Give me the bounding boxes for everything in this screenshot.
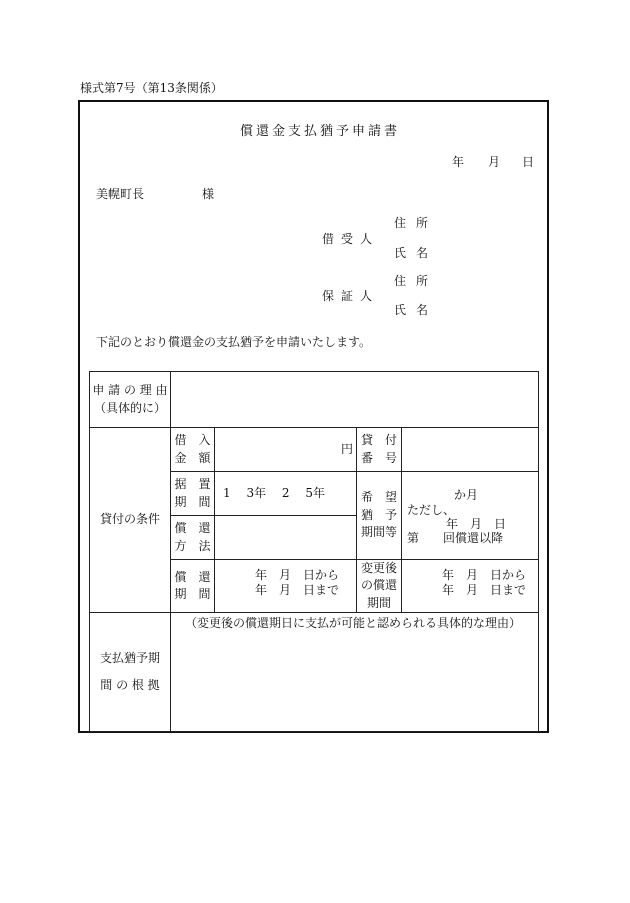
date-month-label: 月 bbox=[488, 155, 501, 169]
loan-number-label-cell bbox=[357, 428, 402, 472]
loan-number-value-cell[interactable] bbox=[402, 428, 539, 472]
desired-date: 年 月 日 bbox=[446, 517, 507, 531]
repayment-method-label-cell bbox=[171, 516, 215, 560]
loan-number-label-line1: 貸 付 bbox=[360, 433, 397, 448]
repayment-period-from: 年 月 日から bbox=[255, 568, 340, 582]
date-year-label: 年 bbox=[452, 155, 465, 169]
desired-proviso: ただし、 bbox=[407, 503, 456, 517]
loan-amount-unit: 円 bbox=[340, 442, 353, 456]
repayment-period-value-cell[interactable] bbox=[215, 560, 357, 613]
reason-value-cell[interactable] bbox=[171, 372, 539, 428]
deferment-value: 1 3年 2 5年 bbox=[223, 486, 325, 500]
application-table bbox=[89, 371, 539, 732]
body-text: 下記のとおり償還金の支払猶予を申請いたします。 bbox=[96, 335, 372, 349]
changed-period-to: 年 月 日まで bbox=[442, 583, 527, 597]
reason-label-cell bbox=[90, 372, 171, 428]
repayment-method-value-cell[interactable] bbox=[215, 516, 357, 560]
repayment-period-label-line1: 償 還 bbox=[174, 569, 211, 584]
desired-value-cell[interactable] bbox=[402, 472, 539, 560]
basis-label-cell bbox=[90, 613, 171, 732]
basis-label-line2: 間 の 根 拠 bbox=[100, 678, 160, 693]
date-day-label: 日 bbox=[522, 155, 535, 169]
borrower-name-label: 氏名 bbox=[394, 246, 439, 260]
form-title: 償還金支払猶予申請書 bbox=[240, 124, 401, 139]
changed-period-label-line3: 期間 bbox=[366, 595, 391, 610]
loan-amount-label-line1: 借 入 bbox=[174, 433, 211, 448]
basis-label-line1: 支払猶予期 bbox=[99, 650, 160, 665]
reason-label-line1: 申 請 の 理 由 bbox=[92, 383, 168, 398]
loan-amount-value-cell[interactable] bbox=[215, 428, 357, 472]
repayment-method-label-line2: 方 法 bbox=[174, 538, 211, 553]
changed-period-from: 年 月 日から bbox=[442, 568, 527, 582]
repayment-period-to: 年 月 日まで bbox=[255, 583, 340, 597]
desired-label-cell bbox=[357, 472, 402, 560]
basis-value-cell[interactable] bbox=[171, 613, 539, 732]
desired-label-line3: 期間等 bbox=[360, 525, 397, 540]
deferment-label-line1: 据 置 bbox=[174, 477, 211, 492]
deferment-value-cell[interactable] bbox=[215, 472, 357, 516]
guarantor-address-label: 住所 bbox=[394, 274, 439, 288]
guarantor-name-label: 氏名 bbox=[394, 303, 439, 317]
changed-period-value-cell[interactable] bbox=[402, 560, 539, 613]
repayment-method-label-line1: 償 還 bbox=[174, 521, 211, 536]
loan-number-label-line2: 番 号 bbox=[360, 450, 397, 465]
loan-amount-label-line2: 金 額 bbox=[174, 450, 211, 465]
repayment-period-label-cell bbox=[171, 560, 215, 613]
reason-label-line2: （具体的に） bbox=[93, 400, 166, 415]
desired-installment: 第 回償還以降 bbox=[407, 531, 504, 545]
reason-row bbox=[90, 372, 539, 428]
borrower-address-label: 住所 bbox=[394, 216, 439, 230]
changed-period-label-line1: 変更後 bbox=[360, 561, 397, 575]
desired-label-line1: 希 望 bbox=[360, 490, 397, 505]
borrower-label: 借受人 bbox=[322, 232, 380, 246]
form-number: 様式第7号（第13条関係） bbox=[80, 81, 223, 95]
addressee-honorific: 様 bbox=[202, 187, 215, 201]
loan-conditions-label: 貸付の条件 bbox=[99, 512, 160, 527]
loan-amount-label-cell bbox=[171, 428, 215, 472]
changed-period-label-cell bbox=[357, 560, 402, 613]
repayment-period-label-line2: 期 間 bbox=[174, 587, 211, 602]
basis-row bbox=[90, 613, 539, 732]
changed-period-label-line2: の償還 bbox=[360, 578, 397, 593]
desired-months: か月 bbox=[454, 488, 479, 502]
addressee-name: 美幌町長 bbox=[96, 187, 145, 201]
loan-conditions-label-cell bbox=[90, 428, 171, 613]
basis-note: （変更後の償還期日に支払が可能と認められる具体的な理由） bbox=[185, 616, 522, 631]
loan-amount-row bbox=[90, 428, 539, 472]
desired-label-line2: 猶 予 bbox=[360, 507, 397, 522]
deferment-label-line2: 期 間 bbox=[174, 494, 211, 509]
deferment-label-cell bbox=[171, 472, 215, 516]
guarantor-label: 保証人 bbox=[322, 289, 380, 303]
